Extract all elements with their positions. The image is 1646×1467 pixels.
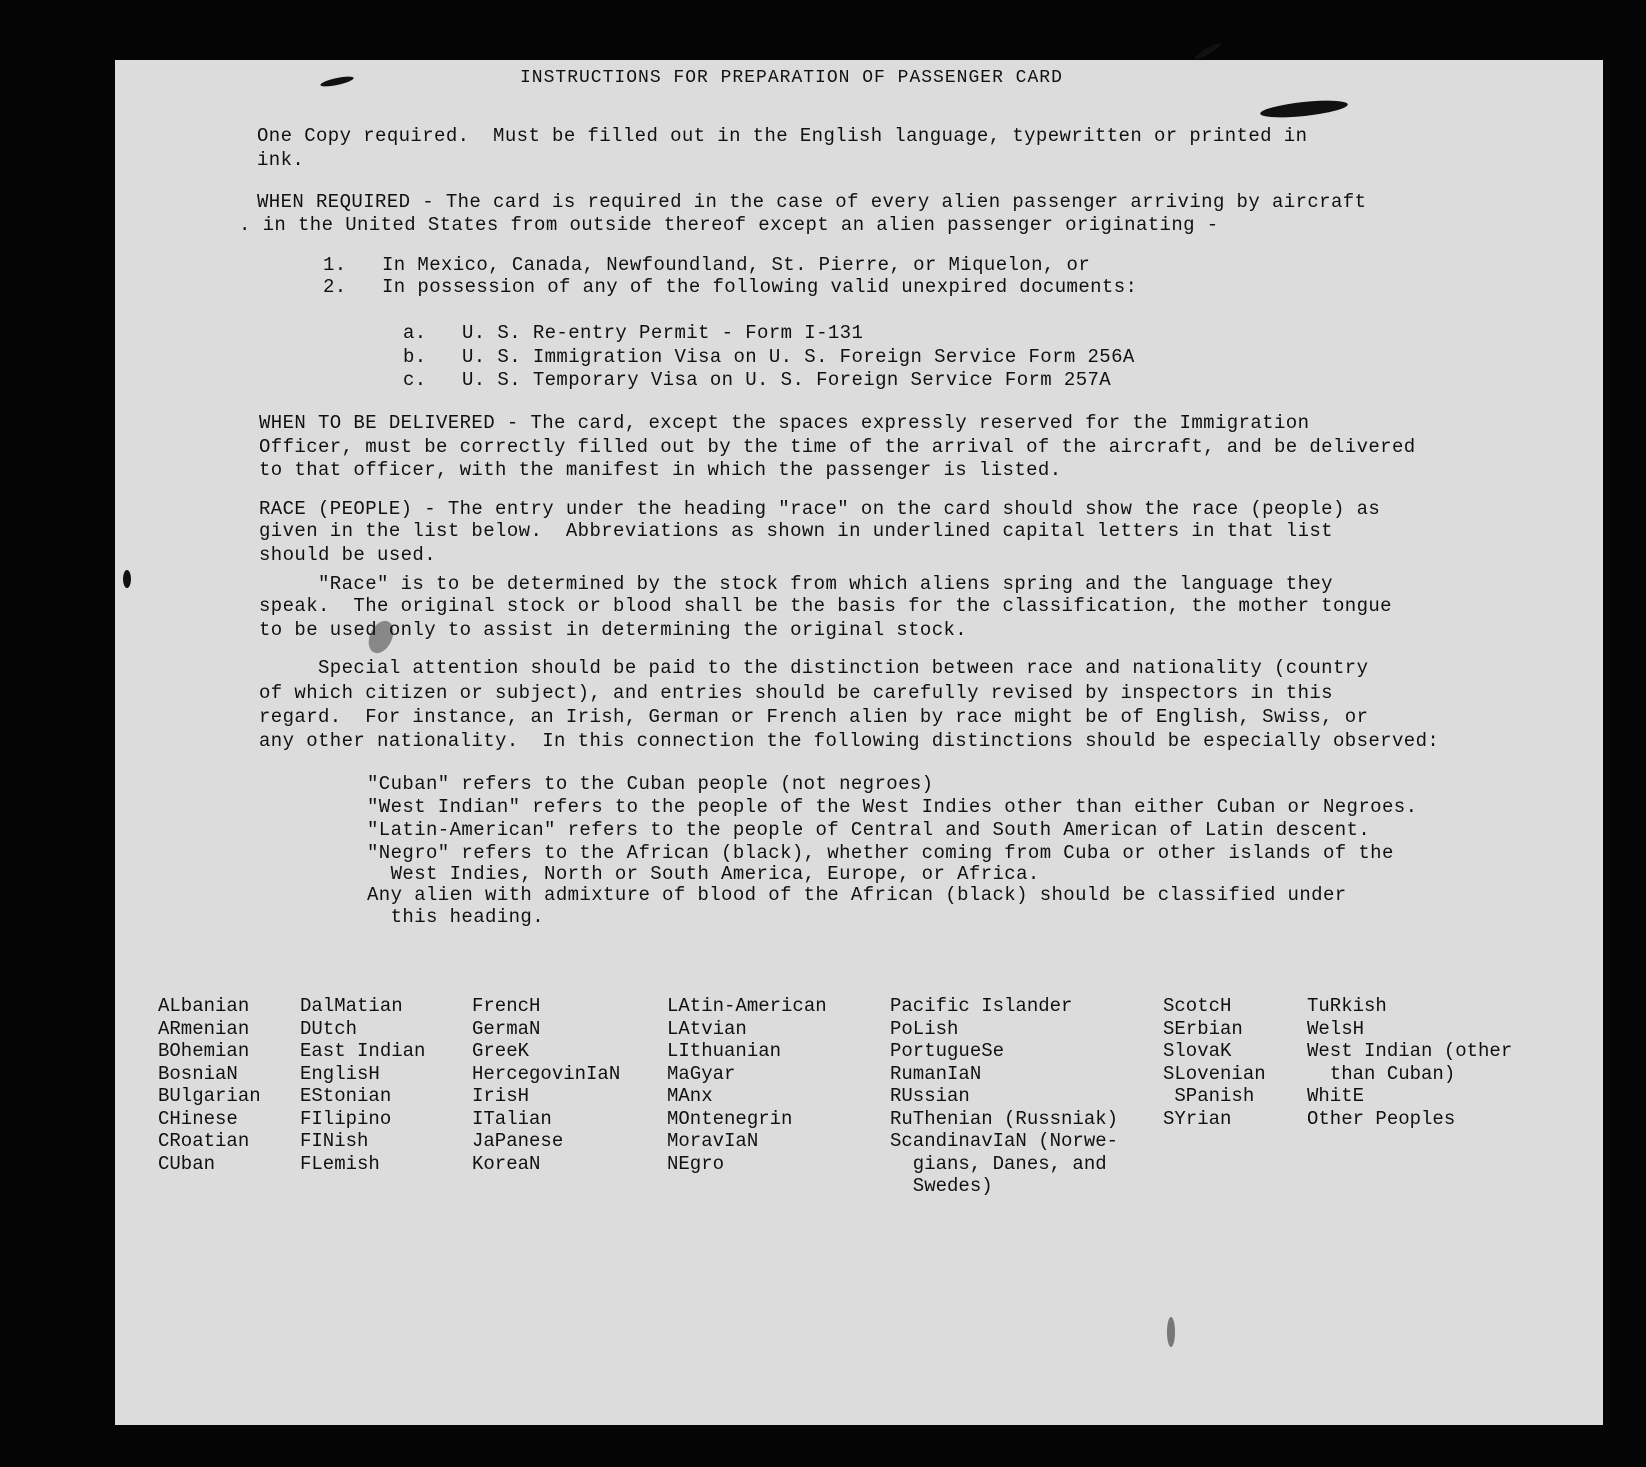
- race-list-item: RUssian: [890, 1085, 970, 1107]
- document-page: [115, 60, 1603, 1425]
- race-list-item: West Indian (other: [1307, 1040, 1513, 1062]
- race-list-item: EnglisH: [300, 1062, 380, 1085]
- special-line: Special attention should be paid to the distinction between race and nationality (country: [259, 657, 1369, 679]
- when-required-line: WHEN REQUIRED - The card is required in the case of every alien passenger arriving by aircraft: [257, 191, 1367, 213]
- race-list-item: MaGyar: [667, 1062, 736, 1085]
- race-column: [472, 995, 620, 1175]
- definition-line: "Cuban" refers to the Cuban people (not negroes): [367, 773, 934, 795]
- definition-line: Any alien with admixture of blood of the African (black) should be classified under: [367, 884, 1347, 906]
- race-list-item: ScotcH: [1163, 995, 1232, 1017]
- race-list-item: GreeK: [472, 1040, 530, 1062]
- race-list-item: MAnx: [667, 1085, 713, 1107]
- race-list-item: RuThenian (Russniak): [890, 1107, 1119, 1130]
- race-list-item: ScandinavIaN (Norwe-: [890, 1130, 1119, 1152]
- race-list-item: TuRkish: [1307, 995, 1387, 1017]
- ink-blot: [1167, 1317, 1175, 1347]
- race-list-item: BOhemian: [158, 1040, 250, 1062]
- race-list-item: SlovaK: [1163, 1040, 1232, 1062]
- race-list-item: CHinese: [158, 1107, 238, 1130]
- special-line: of which citizen or subject), and entries should be carefully revised by inspectors in this: [259, 682, 1333, 704]
- race-list-item: GermaN: [472, 1017, 541, 1040]
- race-line: RACE (PEOPLE) - The entry under the heading "race" on the card should show the race (people) as: [259, 498, 1381, 520]
- race-list-item: MoravIaN: [667, 1130, 759, 1152]
- definition-line: West Indies, North or South America, Europe, or Africa.: [367, 863, 1040, 885]
- race-list-item: JaPanese: [472, 1130, 564, 1152]
- race-list-item: EStonian: [300, 1085, 392, 1107]
- race-list-item: LAtvian: [667, 1017, 747, 1040]
- race-list-item: Pacific Islander: [890, 995, 1073, 1017]
- race-column: [300, 995, 425, 1175]
- when-required-line: . in the United States from outside thereof except an alien passenger originating -: [239, 214, 1219, 236]
- race-stock-line: to be used only to assist in determining the original stock.: [259, 619, 968, 641]
- race-list-item: WhitE: [1307, 1085, 1365, 1107]
- numbered-item: 2. In possession of any of the following valid unexpired documents:: [323, 276, 1138, 298]
- race-column: [1163, 995, 1266, 1130]
- race-list-item: RumanIaN: [890, 1062, 982, 1085]
- ink-blot: [320, 75, 355, 89]
- race-list-item: PoLish: [890, 1017, 959, 1040]
- when-delivered-line: Officer, must be correctly filled out by the time of the arrival of the aircraft, and be delivered: [259, 436, 1416, 458]
- special-line: any other nationality. In this connection the following distinctions should be especially observed:: [259, 730, 1440, 752]
- document-item: a. U. S. Re-entry Permit - Form I-131: [403, 322, 864, 344]
- race-line: given in the list below. Abbreviations as shown in underlined capital letters in that list: [259, 520, 1333, 542]
- when-delivered-line: WHEN TO BE DELIVERED - The card, except the spaces expressly reserved for the Immigration: [259, 412, 1310, 434]
- race-list-item: SLovenian: [1163, 1062, 1266, 1085]
- race-list-item: PortugueSe: [890, 1040, 1005, 1062]
- intro-line: ink.: [257, 149, 305, 171]
- race-list-item: WelsH: [1307, 1017, 1365, 1040]
- race-list-item: FINish: [300, 1130, 369, 1152]
- ink-blot: [123, 570, 131, 588]
- race-list-item: DUtch: [300, 1017, 358, 1040]
- race-list-item: Other Peoples: [1307, 1107, 1456, 1130]
- race-list-item: BUlgarian: [158, 1085, 261, 1107]
- race-list-item: FIlipino: [300, 1107, 392, 1130]
- race-list-item: DalMatian: [300, 995, 403, 1017]
- numbered-item: 1. In Mexico, Canada, Newfoundland, St. Pierre, or Miquelon, or: [323, 254, 1091, 276]
- race-list-item: than Cuban): [1307, 1062, 1456, 1085]
- race-stock-line: "Race" is to be determined by the stock from which aliens spring and the language they: [259, 573, 1333, 595]
- race-list-item: FrencH: [472, 995, 541, 1017]
- document-item: c. U. S. Temporary Visa on U. S. Foreign Service Form 257A: [403, 369, 1112, 391]
- race-list-item: CRoatian: [158, 1130, 250, 1152]
- race-stock-line: speak. The original stock or blood shall be the basis for the classification, the mother tongue: [259, 595, 1392, 617]
- race-list-item: FLemish: [300, 1152, 380, 1175]
- race-list-item: HercegovinIaN: [472, 1062, 621, 1085]
- race-list-item: CUban: [158, 1152, 216, 1175]
- race-list-item: IrisH: [472, 1085, 530, 1107]
- definition-line: this heading.: [367, 906, 545, 928]
- definition-line: "Negro" refers to the African (black), whether coming from Cuba or other islands of the: [367, 842, 1394, 864]
- ink-blot: [1194, 41, 1223, 61]
- race-list-item: LAtin-American: [667, 995, 827, 1017]
- definition-line: "Latin-American" refers to the people of Central and South American of Latin descent.: [367, 819, 1371, 841]
- race-list-item: ITalian: [472, 1107, 552, 1130]
- race-list-item: ARmenian: [158, 1017, 250, 1040]
- intro-line: One Copy required. Must be filled out in the English language, typewritten or printed in: [257, 125, 1308, 147]
- race-list-item: MOntenegrin: [667, 1107, 793, 1130]
- race-list-item: LIthuanian: [667, 1040, 782, 1062]
- race-column: [1307, 995, 1512, 1130]
- race-list-item: East Indian: [300, 1040, 426, 1062]
- race-list-item: gians, Danes, and: [890, 1152, 1107, 1175]
- race-line: should be used.: [259, 544, 437, 566]
- race-list-item: SPanish: [1163, 1085, 1255, 1107]
- race-list-item: SErbian: [1163, 1017, 1243, 1040]
- special-line: regard. For instance, an Irish, German or French alien by race might be of English, Swiss, or: [259, 706, 1369, 728]
- ink-blot: [1260, 97, 1349, 120]
- race-column: [890, 995, 1118, 1198]
- race-list-item: Swedes): [890, 1175, 993, 1197]
- definition-line: "West Indian" refers to the people of the West Indies other than either Cuban or Negroes.: [367, 796, 1418, 818]
- page-title: INSTRUCTIONS FOR PREPARATION OF PASSENGER CARD: [520, 68, 1063, 88]
- race-list-item: BosniaN: [158, 1062, 238, 1085]
- document-item: b. U. S. Immigration Visa on U. S. Foreign Service Form 256A: [403, 346, 1135, 368]
- race-list-item: KoreaN: [472, 1152, 541, 1175]
- race-column: [667, 995, 827, 1175]
- when-delivered-line: to that officer, with the manifest in which the passenger is listed.: [259, 459, 1062, 481]
- race-list-item: SYrian: [1163, 1107, 1232, 1130]
- race-column: [158, 995, 261, 1175]
- race-list-item: NEgro: [667, 1152, 725, 1175]
- race-list-item: ALbanian: [158, 995, 250, 1017]
